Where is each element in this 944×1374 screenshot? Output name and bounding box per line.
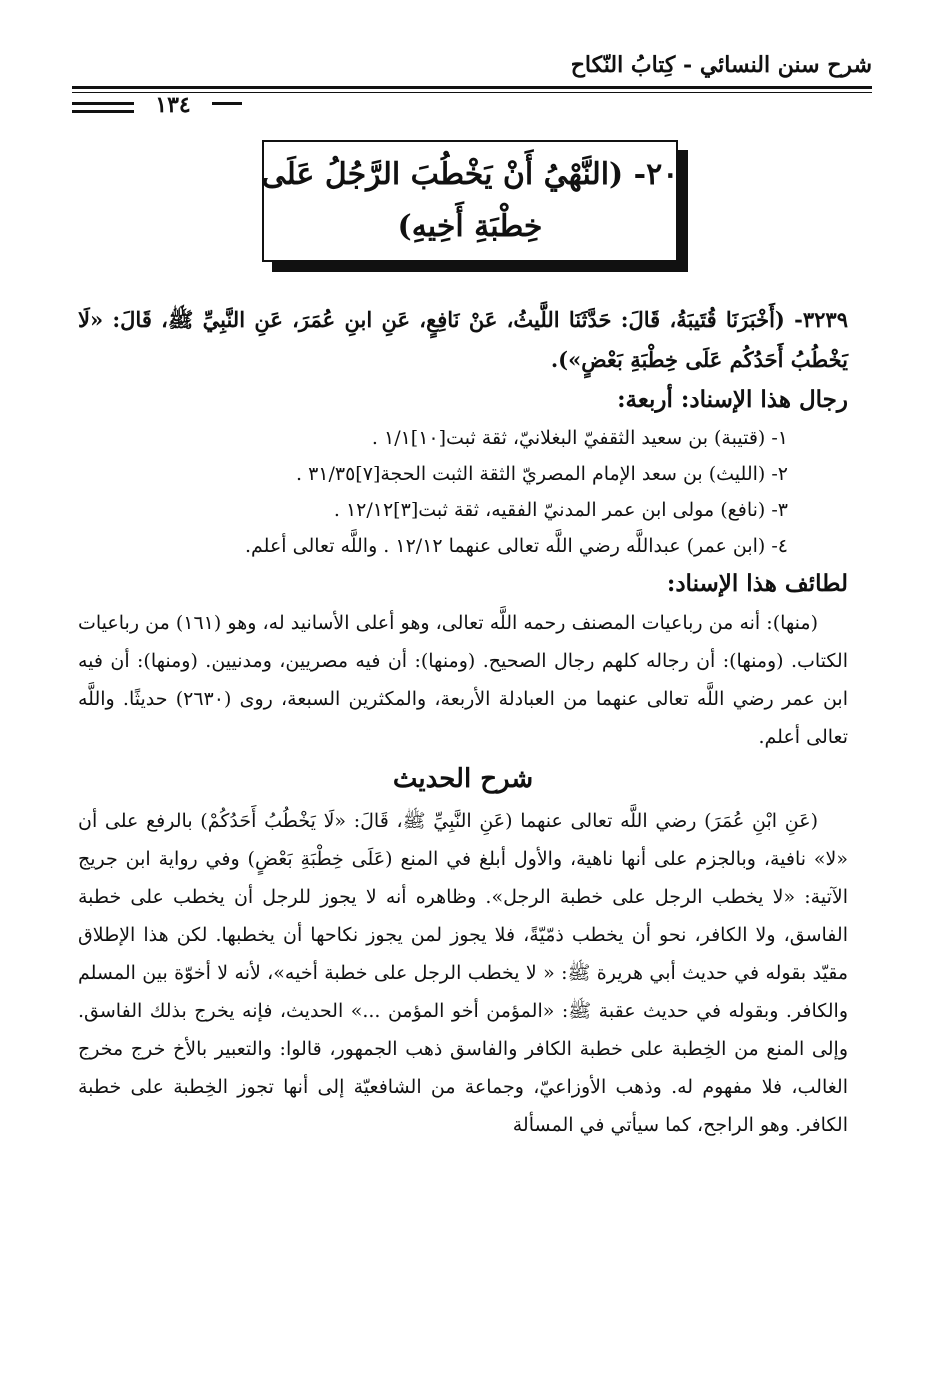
chapter-title-line-1: ٢٠- (النَّهْيُ أَنْ يَخْطُبَ الرَّجُلُ عَلَى [261,157,679,192]
page-number-rule-left-2 [72,110,134,113]
commentary-paragraph: (عَنِ ابْنِ عُمَرَ) رضي اللَّه تعالى عنهما (عَنِ النَّبِيِّ ﷺ، قَالَ: «لَا يَخْطُبُ أَحَدُكُمْ) بالرفع على أن «لا» نافية، وبالجزم على أنها ناهية، والأول أبلغ في المنع (عَلَى خِطْبَةِ بَعْضٍ) وفي رواية ابن جريج الآتية: «لا يخطب الرجل على خطبة الرجل». وظاهره أنه لا يجوز للرجل أن يخطب على خطبة الفاسق، ولا الكافر، نحو أن يخطب ذمّيّةً، فلا يجوز لمن يجوز نكاحها أن يخطبها. لكن هذا الإطلاق مقيّد بقوله في حديث أبي هريرة ﷺ: « لا يخطب الرجل على خطبة أخيه»، لأنه لا أخوّة بين المسلم والكافر. وبقوله في حديث عقبة ﷺ: «المؤمن أخو المؤمن ...» الحديث، فإنه يخرج بذلك الفاسق. وإلى المنع من الخِطبة على خطبة الكافر والفاسق ذهب الجمهور، قالوا: والتعبير بالأخ خرج مخرج الغالب، فلا مفهوم له. وذهب الأوزاعيّ، وجماعة من الشافعيّة إلى أنها تجوز الخِطبة على خطبة الكافر. وهو الراجح، كما سيأتي في المسألة [78,810,848,1136]
chapter-title-box [262,140,678,262]
page-number-rule-left [72,102,134,105]
page-number-rule-right [212,102,242,105]
header-thick-rule [72,86,872,89]
narrators-heading: رجال هذا الإسناد: أربعة: [617,386,848,413]
narrator-item: ٢- (الليث) بن سعد الإمام المصريّ الثقة الثبت الحجة[٧]٣١/٣٥ . [295,463,788,485]
chapter-title-line-2: خِطْبَةِ أَخِيهِ) [397,209,543,244]
hadith-text: ٣٢٣٩- (أَخْبَرَنَا قُتَيبَةُ، قَالَ: حَدَّثَنَا اللَّيثُ، عَنْ نَافِعٍ، عَنِ ابنِ عُمَرَ، عَنِ النَّبِيِّ ﷺ، قَالَ: «لَا يَخْطُبُ أَحَدُكُم عَلَى خِطْبَةِ بَعْضٍ»). [78,307,848,372]
narrator-item: ٣- (نافع) مولى ابن عمر المدنيّ الفقيه، ثقة ثبت[٣]١٢/١٢ . [333,499,788,521]
page-number-block [72,92,242,122]
narrator-item: ١- (قتيبة) بن سعيد الثقفيّ البغلانيّ، ثقة ثبت[١٠]١/١ . [371,427,788,449]
subtleties-heading: لطائف هذا الإسناد: [666,570,848,597]
subtleties-paragraph: (منها): أنه من رباعيات المصنف رحمه اللَّه تعالى، وهو أعلى الأسانيد له، وهو (١٦١) من رباعيات الكتاب. (ومنها): أن رجاله كلهم رجال الصحيح. (ومنها): أن فيه مصريين، ومدنيين. (ومنها): أن فيه ابن عمر رضي اللَّه تعالى عنهما من العبادلة الأربعة، والمكثرين السبعة، روى (٢٦٣٠) حديثًا. واللَّه تعالى أعلم. [78,612,848,748]
page-body [78,300,848,1144]
page-number: ١٣٤ [155,92,191,118]
running-title: شرح سنن النسائي - كِتابُ النّكاح [570,52,872,78]
commentary-heading: شرح الحديث [392,764,534,794]
narrator-item: ٤- (ابن عمر) عبداللَّه رضي اللَّه تعالى عنهما ١٢/١٢ . واللَّه تعالى أعلم. [245,535,788,557]
narrators-list [78,420,848,564]
page-header [72,48,872,128]
